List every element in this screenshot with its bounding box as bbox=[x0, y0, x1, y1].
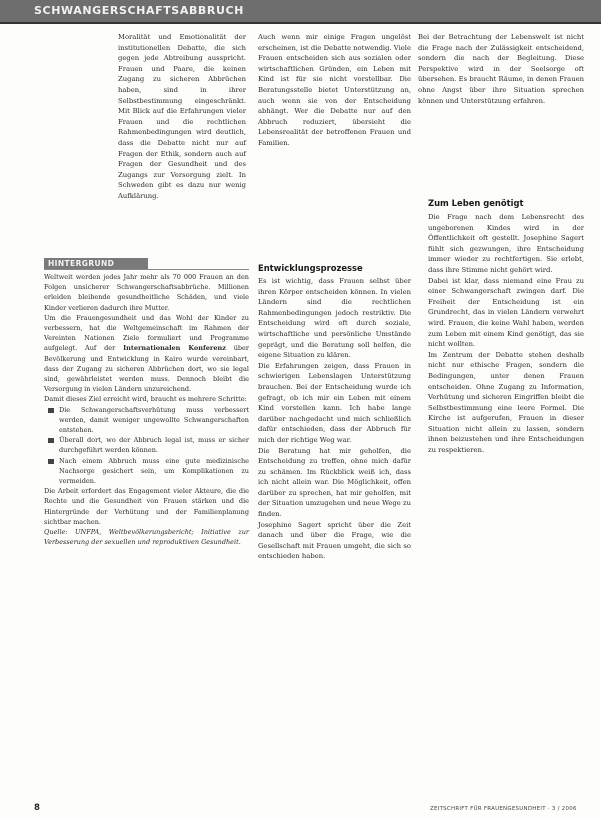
column-b-body bbox=[258, 276, 411, 562]
paragraph: Die Frage nach dem Lebensrecht des ungeborenen Kindes wird in der Öffentlichkeit oft gestellt. Josephine Sagert fühlt sich gezwungen, ihre Entscheidung immer wieder zu rechtfertigen. Sie erlebt, dass ihre Stimme nicht gehört wird. bbox=[428, 213, 584, 274]
bullet-square-icon bbox=[48, 438, 54, 443]
column-c-top bbox=[418, 32, 584, 106]
info-box-label: HINTERGRUND bbox=[44, 258, 148, 269]
paragraph: Dabei ist klar, dass niemand eine Frau zu einer Schwangerschaft zwingen darf. Die Freiheit der Entscheidung ist ein Grundrecht, das in vielen Ländern verwehrt wird. Frauen, die keine Wahl haben, werden zum Leben mit einem Kind genötigt, das sie nicht wollten. bbox=[428, 276, 584, 349]
column-a-top bbox=[118, 32, 246, 202]
box-paragraph: Weltweit werden jedes Jahr mehr als 70 000 Frauen an den Folgen unsicherer Schwangerschaftsabbrüche. Millionen erleiden bleibende gesundheitliche Schäden, und viele Kinder verlieren dadurch ihre Mutter. bbox=[44, 273, 249, 312]
bullet-text: Nach einem Abbruch muss eine gute medizinische Nachsorge gesichert sein, um Komplikationen zu vermeiden. bbox=[59, 456, 249, 486]
paragraph: Bei der Betrachtung der Lebenswelt ist nicht die Frage nach der Zulässigkeit entscheidend, sondern die nach der Begleitung. Diese Perspektive wird in der Seelsorge oft übersehen. Es braucht Räume, in denen Frauen ohne Angst über ihre Situation sprechen können und Unterstützung erfahren. bbox=[418, 33, 584, 105]
page-number: 8 bbox=[34, 803, 40, 813]
bullet-text: Die Schwangerschaftsverhütung muss verbessert werden, damit weniger ungewollte Schwangerschaften entstehen. bbox=[59, 405, 249, 435]
bold-term: Internationalen Konferenz bbox=[123, 344, 226, 353]
box-source: Quelle: UNFPA, Weltbevölkerungsbericht; Initiative zur Verbesserung der sexuellen und reproduktiven Gesundheit. bbox=[44, 528, 249, 547]
paragraph: Auch wenn mir einige Fragen ungelöst erscheinen, ist die Debatte notwendig. Viele Frauen entscheiden sich aus sozialen oder wirtschaftlichen Gründen, ein Leben mit Kind ist für sie nicht vorstellbar. Die Beratungsstelle bietet Unterstützung an, auch wenn sie von der Entscheidung abhängt. Wer die Debatte nur auf den Abbruch reduziert, übersieht die Lebensrealität der betroffenen Frauen und Familien. bbox=[258, 33, 411, 147]
paragraph: Moralität und Emotionalität der institutionellen Debatte, die sich gegen jede Abtreibung ausspricht. Frauen und Paare, die keinen Zugang zu sicheren Abbrüchen haben, sind in ihrer Selbstbestimmung eingeschränkt. Mit Blick auf die Erfahrungen vieler Frauen und die rechtlichen Rahmenbedingungen wird deutlich, dass die Debatte nicht nur auf Fragen der Ethik, sondern auch auf Fragen der Gesundheit und des Zugangs zur Versorgung zielt. In Schweden gibt es dazu nur wenig Aufklärung. bbox=[118, 33, 246, 200]
text-run: über Bevölkerung und Entwicklung in Kairo wurde vereinbart, dass der Zugang zu sicheren Abbrüchen dort, wo sie legal sind, gewährleistet werden muss. Dennoch bleibt die Versorgung in vielen Ländern unzureichend. bbox=[44, 344, 249, 394]
box-paragraph: Die Arbeit erfordert das Engagement vieler Akteure, die die Rechte und die Gesundheit von Frauen stärken und die Hintergründe der Verhütung und der Familienplanung sichtbar machen. bbox=[44, 487, 249, 526]
paragraph: Die Beratung hat mir geholfen, die Entscheidung zu treffen, ohne mich dafür zu schämen. Im Rückblick weiß ich, dass ich nicht allein war. Die Möglichkeit, offen darüber zu sprechen, hat mir geholfen, mit der Situation umzugehen und neue Wege zu finden. bbox=[258, 446, 411, 519]
bullet-item bbox=[44, 405, 249, 436]
paragraph: Die Erfahrungen zeigen, dass Frauen in schwierigen Lebenslagen Unterstützung brauchen. Bei der Entscheidung wurde ich gefragt, ob ich mir ein Leben mit einem Kind vorstellen kann. Ich habe lange darüber nachgedacht und mich schließlich dafür entschieden, dass der Abbruch für mich der richtige Weg war. bbox=[258, 361, 411, 444]
footer-imprint: ZEITSCHRIFT FÜR FRAUENGESUNDHEIT · 3 / 2006 bbox=[430, 806, 577, 812]
info-box bbox=[44, 272, 249, 547]
paragraph: Josephine Sagert spricht über die Zeit danach und über die Frage, wie die Gesellschaft mit Frauen umgeht, die sich so entschieden haben. bbox=[258, 520, 411, 561]
paragraph: Im Zentrum der Debatte stehen deshalb nicht nur ethische Fragen, sondern die Bedingungen, unter denen Frauen entscheiden. Ohne Zugang zu Information, Verhütung und sicheren Eingriffen bleibt die Selbstbestimmung eine leere Formel. Die Kirche ist aufgerufen, Frauen in dieser Situation nicht allein zu lassen, sondern ihnen beizustehen und ihre Entscheidungen zu respektieren. bbox=[428, 350, 584, 455]
section-header bbox=[0, 0, 601, 24]
bullet-square-icon bbox=[48, 408, 54, 413]
bullet-text: Überall dort, wo der Abbruch legal ist, muss er sicher durchgeführt werden können. bbox=[59, 436, 249, 455]
text-run: Um die Frauengesundheit und das Wohl der Kinder zu verbessern, hat die Weltgemeinschaft im Rahmen der Vereinten Nationen Ziele formuliert und Programme aufgelegt. Auf der bbox=[44, 313, 249, 353]
bullet-item bbox=[44, 456, 249, 487]
bullet-item bbox=[44, 435, 249, 455]
column-b-top bbox=[258, 32, 411, 149]
section-title: SCHWANGERSCHAFTSABBRUCH bbox=[34, 4, 244, 17]
bullet-square-icon bbox=[48, 459, 54, 464]
box-paragraph: Damit dieses Ziel erreicht wird, braucht es mehrere Schritte: bbox=[44, 395, 247, 404]
subheading-zum-leben-genoetigt: Zum Leben genötigt bbox=[428, 198, 524, 208]
subheading-entwicklungsprozesse: Entwicklungsprozesse bbox=[258, 263, 363, 273]
paragraph: Es ist wichtig, dass Frauen selbst über ihren Körper entscheiden können. In vielen Ländern sind die rechtlichen Rahmenbedingungen jedoch restriktiv. Die Entscheidung wird oft durch soziale, wirtschaftliche und persönliche Umstände geprägt, und die Beratung soll helfen, die eigene Situation zu klären. bbox=[258, 277, 411, 360]
column-c-body bbox=[428, 212, 584, 456]
box-paragraph-2 bbox=[44, 313, 249, 395]
divider bbox=[44, 269, 249, 270]
